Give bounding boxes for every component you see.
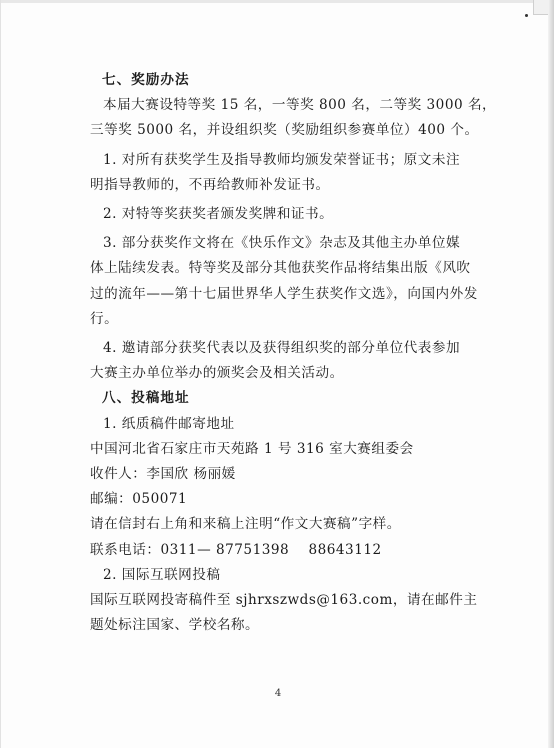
paragraph-line: 过的流年——第十七届世界华人学生获奖作文选》，向国内外发 <box>90 285 478 302</box>
paragraph-line: 1. 纸质稿件邮寄地址 <box>103 415 235 432</box>
paragraph-line: 邮编：050071 <box>90 491 188 508</box>
paragraph-line: 1. 对所有获奖学生及指导教师均颁发荣誉证书；原文未注 <box>103 151 461 168</box>
paragraph-line: 请在信封右上角和来稿上注明“作文大赛稿”字样。 <box>90 516 401 533</box>
section-heading-rewards: 七、奖励办法 <box>102 72 190 88</box>
paragraph-line: 明指导教师的，不再给教师补发证书。 <box>90 176 330 193</box>
paragraph-line: 题处标注国家、学校名称。 <box>90 617 260 634</box>
paragraph-line: 2. 对特等奖获奖者颁发奖牌和证书。 <box>103 206 334 223</box>
scan-right-edge <box>548 0 554 748</box>
scan-speck <box>525 14 528 17</box>
paragraph-line: 大赛主办单位举办的颁奖会及相关活动。 <box>90 365 344 382</box>
paragraph-line: 3. 部分获奖作文将在《快乐作文》杂志及其他主办单位媒 <box>103 235 461 252</box>
page-number: 4 <box>274 688 282 699</box>
paragraph-line: 体上陆续发表。特等奖及部分其他获奖作品将结集出版《风吹 <box>90 260 471 277</box>
paragraph-line: 联系电话：0311— 87751398 88643112 <box>90 541 382 558</box>
paragraph-line: 国际互联网投寄稿件至 sjhrxszwds@163.com，请在邮件主 <box>90 592 478 609</box>
paragraph-line: 本届大赛设特等奖 15 名，一等奖 800 名，二等奖 3000 名， <box>103 97 497 114</box>
paragraph-line: 中国河北省石家庄市天苑路 1 号 316 室大赛组委会 <box>90 440 414 457</box>
paragraph-line: 三等奖 5000 名，并设组织奖（奖励组织参赛单位）400 个。 <box>90 122 479 139</box>
document-body <box>90 68 504 638</box>
paragraph-line: 2. 国际互联网投稿 <box>103 566 221 583</box>
section-heading-submission: 八、投稿地址 <box>102 390 190 407</box>
page-corner-fold <box>533 0 548 15</box>
scan-top-edge <box>1 0 554 3</box>
paragraph-line: 4. 邀请部分获奖代表以及获得组织奖的部分单位代表参加 <box>103 340 461 357</box>
paragraph-line: 收件人：李国欣 杨丽媛 <box>90 466 236 483</box>
paragraph-line: 行。 <box>90 310 119 327</box>
